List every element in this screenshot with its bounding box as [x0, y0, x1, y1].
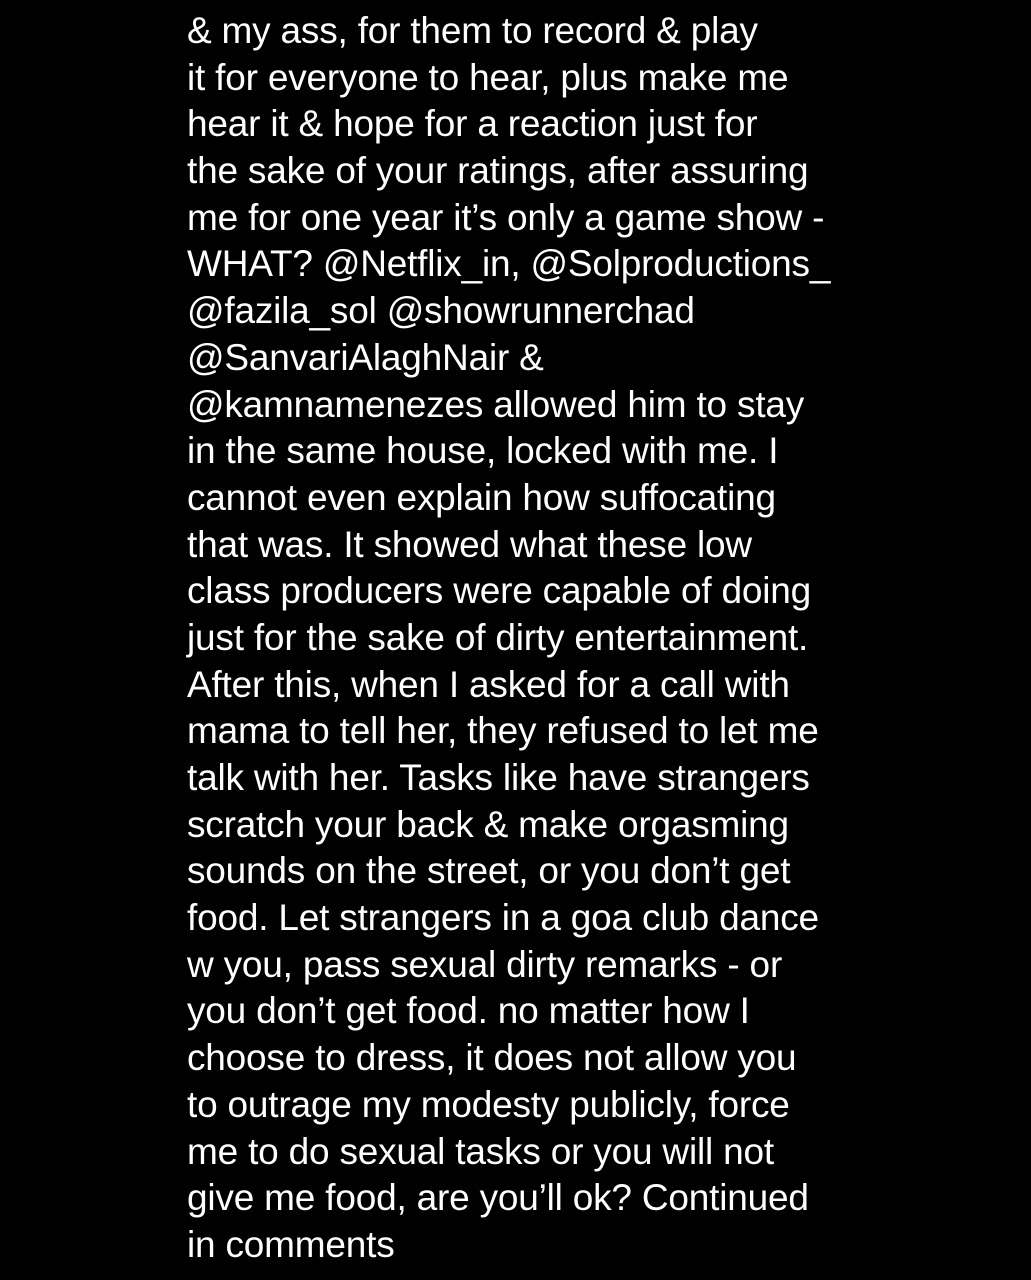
post-text-line: give me food, are you’ll ok? Continued [187, 1177, 809, 1219]
post-text-line: @fazila_sol @showrunnerchad [187, 290, 695, 332]
post-text-line: class producers were capable of doing [187, 570, 812, 612]
post-text-line: you don’t get food. no matter how I [187, 990, 750, 1032]
post-text-line: the sake of your ratings, after assuring [187, 150, 809, 192]
post-text-line: scratch your back & make orgasming [187, 803, 789, 845]
post-text-line: w you, pass sexual dirty remarks - or [187, 943, 783, 985]
post-text-line: me for one year it’s only a game show - [187, 196, 825, 238]
post-text-line: to outrage my modesty publicly, force [187, 1083, 790, 1125]
post-text-line: sounds on the street, or you don’t get [187, 850, 791, 892]
post-text-line: mama to tell her, they refused to let me [187, 710, 819, 752]
post-text-line: food. Let strangers in a goa club dance [187, 897, 819, 939]
post-text-line: just for the sake of dirty entertainment. [187, 616, 809, 658]
post-text-line: @SanvariAlaghNair & [187, 336, 544, 378]
post-text-line: that was. It showed what these low [187, 523, 752, 565]
post-text-line: After this, when I asked for a call with [187, 663, 790, 705]
post-text-line: cannot even explain how suffocating [187, 476, 776, 518]
post-text-line: WHAT? @Netflix_in, @Solproductions_ [187, 243, 831, 285]
post-text-line: it for everyone to hear, plus make me [187, 56, 789, 98]
post-text-line: in the same house, locked with me. I [187, 430, 779, 472]
post-text-line: choose to dress, it does not allow you [187, 1037, 797, 1079]
post-text-body [187, 8, 907, 1269]
post-text-line: hear it & hope for a reaction just for [187, 103, 758, 145]
post-text-line: me to do sexual tasks or you will not [187, 1130, 774, 1172]
post-text-line: talk with her. Tasks like have strangers [187, 757, 810, 798]
post-text-line: in comments [187, 1223, 395, 1265]
post-text-line: @kamnamenezes allowed him to stay [187, 383, 805, 425]
post-text-line: & my ass, for them to record & play [187, 10, 758, 51]
